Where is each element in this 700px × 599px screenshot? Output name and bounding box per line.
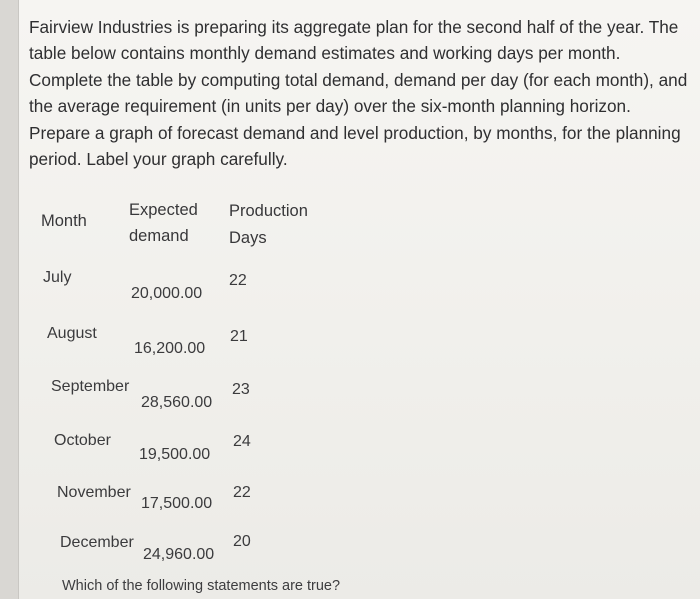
table-row-days: 21 [230,328,248,345]
table-row-month: December [60,534,134,551]
table-row-demand: 16,200.00 [134,340,206,357]
table-row-demand: 17,500.00 [141,495,213,512]
header-demand: demand [129,227,189,245]
table-row-days: 22 [233,484,251,501]
header-expected: Expected [129,201,198,219]
table-row-month: July [43,269,72,286]
header-production: Production [229,202,308,220]
table-row-demand: 20,000.00 [131,285,203,302]
table-row-demand: 19,500.00 [139,446,211,463]
table-row-demand: 24,960.00 [143,546,215,563]
question-page [18,0,700,599]
table-row-days: 22 [229,272,247,289]
header-month: Month [41,212,87,230]
table-row-month: October [54,432,111,449]
header-days: Days [229,229,267,247]
table-row-month: August [47,325,97,342]
table-row-demand: 28,560.00 [141,394,213,411]
table-row-days: 24 [233,433,251,450]
problem-statement: Fairview Industries is preparing its aggregate plan for the second half of the year. The table below contains monthly demand estimates and working days per month. Complete the table by computing total demand, demand per day (for each month), and the average requirement (in units per day) over the six-month planning horizon. Prepare a graph of forecast demand and level production, by months, for the planning period. Label your graph carefully. [29,17,688,170]
table-row-month: November [57,484,131,501]
question-prompt: Which of the following statements are true? [62,578,341,594]
table-row-month: September [51,378,130,395]
table-row-days: 23 [232,381,250,398]
table-row-days: 20 [233,533,251,550]
